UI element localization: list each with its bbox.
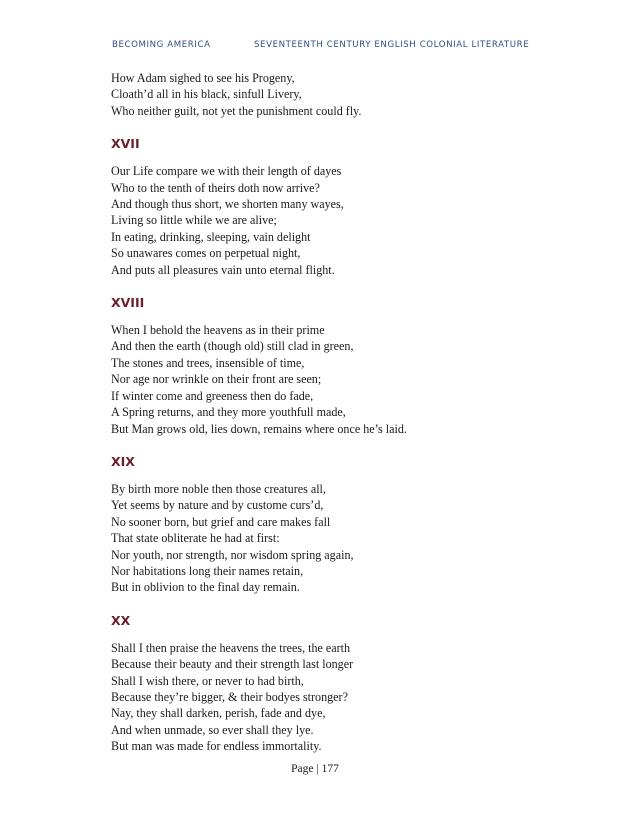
- stanza-heading-xvii: XVII: [111, 136, 140, 152]
- poem-line: Who neither guilt, not yet the punishment could fly.: [111, 103, 362, 118]
- stanza-heading-xviii: XVIII: [111, 295, 145, 311]
- poem-body: [111, 70, 531, 755]
- poem-line: Cloath’d all in his black, sinfull Livery,: [111, 87, 302, 102]
- stanza-xvii: [111, 163, 531, 278]
- poem-line: By birth more noble then those creatures all,: [111, 481, 326, 496]
- poem-line: Shall I wish there, or never to had birth,: [111, 673, 304, 688]
- stanza-xx: [111, 640, 531, 755]
- poem-line: That state obliterate he had at first:: [111, 531, 280, 546]
- poem-line: A Spring returns, and they more youthfull made,: [111, 405, 346, 420]
- poem-line: Shall I then praise the heavens the trees, the earth: [111, 640, 351, 655]
- poem-line: Nay, they shall darken, perish, fade and dye,: [111, 706, 326, 721]
- poem-line: In eating, drinking, sleeping, vain delight: [111, 229, 311, 244]
- stanza-xix: [111, 481, 531, 596]
- poem-line: And though thus short, we shorten many wayes,: [111, 197, 344, 212]
- poem-line: Our Life compare we with their length of dayes: [111, 164, 342, 179]
- poem-line: Because they’re bigger, & their bodyes stronger?: [111, 689, 348, 704]
- poem-line: When I behold the heavens as in their prime: [111, 323, 325, 338]
- stanza-continued: [111, 70, 531, 119]
- poem-line: The stones and trees, insensible of time,: [111, 355, 305, 370]
- poem-line: But man was made for endless immortality.: [111, 739, 322, 754]
- poem-line: And puts all pleasures vain unto eternal flight.: [111, 262, 335, 277]
- page-number: Page | 177: [291, 763, 339, 775]
- poem-line: Because their beauty and their strength last longer: [111, 657, 354, 672]
- poem-line: Who to the tenth of theirs doth now arrive?: [111, 180, 320, 195]
- poem-line: So unawares comes on perpetual night,: [111, 246, 301, 261]
- poem-line: And when unmade, so ever shall they lye.: [111, 722, 314, 737]
- poem-line: But Man grows old, lies down, remains where once he’s laid.: [111, 421, 407, 436]
- poem-line: No sooner born, but grief and care makes fall: [111, 514, 331, 529]
- poem-line: But in oblivion to the final day remain.: [111, 580, 300, 595]
- poem-line: Living so little while we are alive;: [111, 213, 277, 228]
- header-book-title: BECOMING AMERICA: [112, 40, 211, 50]
- header-section-title: SEVENTEENTH CENTURY ENGLISH COLONIAL LITERATURE: [254, 40, 530, 50]
- poem-line: And then the earth (though old) still clad in green,: [111, 339, 354, 354]
- poem-line: Nor age nor wrinkle on their front are seen;: [111, 372, 322, 387]
- poem-line: Nor youth, nor strength, nor wisdom spring again,: [111, 547, 354, 562]
- poem-line: If winter come and greeness then do fade,: [111, 388, 314, 403]
- poem-line: Nor habitations long their names retain,: [111, 563, 304, 578]
- stanza-xviii: [111, 322, 531, 437]
- poem-line: How Adam sighed to see his Progeny,: [111, 71, 295, 85]
- stanza-heading-xix: XIX: [111, 453, 135, 469]
- stanza-heading-xx: XX: [111, 612, 131, 628]
- poem-line: Yet seems by nature and by custome curs’d,: [111, 498, 324, 513]
